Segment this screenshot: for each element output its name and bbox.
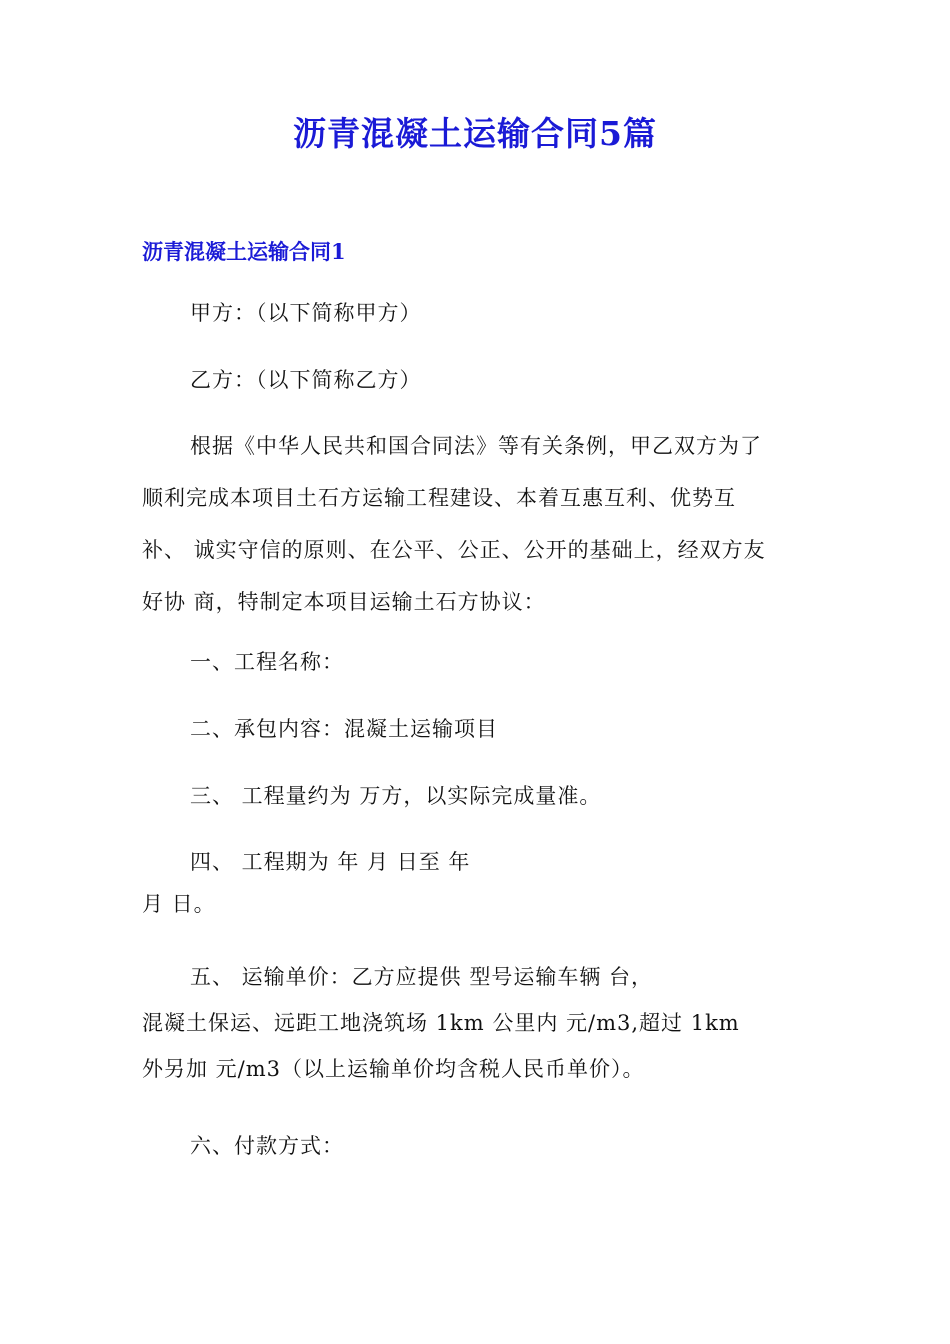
intro-line: 根据《中华人民共和国合同法》等有关条例，甲乙双方为了	[190, 434, 762, 458]
clause-4	[142, 836, 822, 930]
clause-5-line: 混凝土保运、远距工地浇筑场 1km 公里内 元/m3,超过 1km	[142, 1011, 740, 1035]
party-b-line: 乙方：（以下简称乙方）	[190, 368, 422, 392]
party-a-line: 甲方：（以下简称甲方）	[190, 301, 422, 325]
clause-3: 三、 工程量约为 万方，以实际完成量准。	[190, 784, 602, 808]
intro-line: 好协 商，特制定本项目运输土石方协议：	[142, 590, 546, 614]
clause-5	[142, 954, 822, 1092]
intro-line: 补、 诚实守信的原则、在公平、公正、公开的基础上，经双方友	[142, 538, 766, 562]
clause-6: 六、付款方式：	[190, 1134, 344, 1158]
clause-1: 一、工程名称：	[190, 650, 344, 674]
document-title: 沥青混凝土运输合同5篇	[293, 114, 657, 153]
clause-5-line: 外另加 元/m3（以上运输单价均含税人民币单价）。	[142, 1057, 645, 1081]
intro-paragraph	[142, 420, 822, 628]
clause-4-line: 四、 工程期为 年 月 日至 年	[190, 850, 471, 874]
clause-4-line: 月 日。	[142, 892, 216, 916]
section-title: 沥青混凝土运输合同1	[142, 239, 346, 264]
clause-5-line: 五、 运输单价：乙方应提供 型号运输车辆 台，	[190, 965, 654, 989]
clause-2: 二、承包内容：混凝土运输项目	[190, 717, 498, 741]
intro-line: 顺利完成本项目土石方运输工程建设、本着互惠互利、优势互	[142, 486, 736, 510]
